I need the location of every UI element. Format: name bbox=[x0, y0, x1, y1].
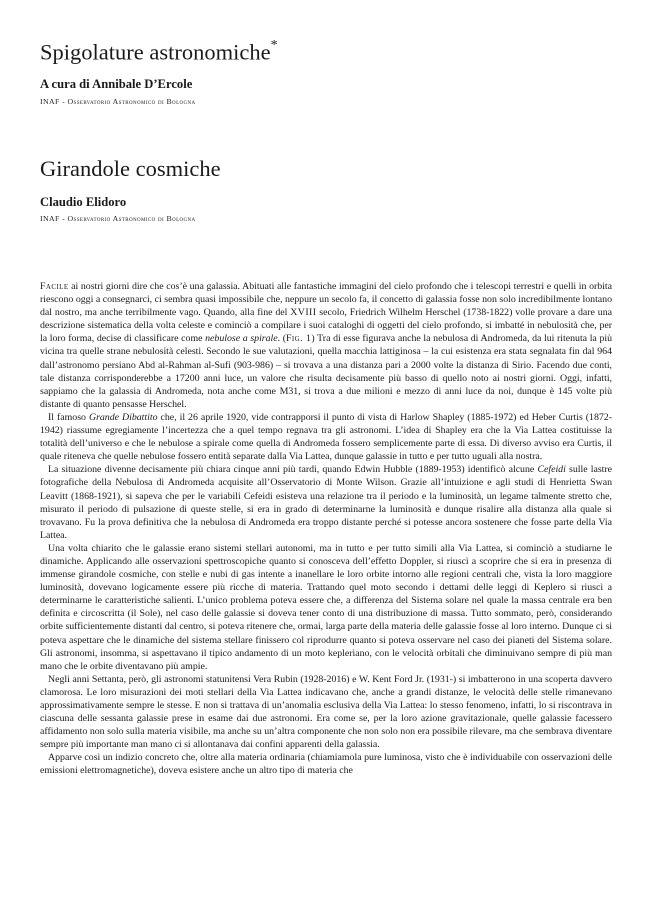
paragraph-3-text-a: La situazione divenne decisamente più chiara cinque anni più tardi, quando Edwin Hubble (1889-1953) identificò alcune bbox=[48, 464, 538, 476]
column-title-text: Spigolature astronomiche bbox=[40, 39, 271, 65]
paragraph-1-text-b: secolo, Friedrich Wilhelm Herschel (1738-1822) volle provare a dare una descrizione sistematica della volta celeste e cominciò a compilare i suoi cataloghi di oggetti del cielo profondo, si imbatté in nebulosità che, per la loro forma, decise di classificare come bbox=[40, 307, 612, 345]
curator-affiliation-text: INAF - Osservatorio Astronomico di Bologna bbox=[40, 97, 196, 106]
article-author: Claudio Elidoro bbox=[40, 195, 127, 209]
paragraph-4: Una volta chiarito che le galassie erano sistemi stellari autonomi, ma in tutto e per tutto simili alla Via Lattea, si cominciò a studiarne le dinamiche. Applicando alle osservazioni spettroscopiche quanto si conosceva dell’effetto Doppler, si riuscì a scoprire che si era in presenza di immense girandole cosmiche, con stelle e nubi di gas intente a inanellare le loro orbite intorno alle regioni centrali che, vista la loro maggiore luminosità, dovevano logicamente essere più ricche di materia. Trattando quel moto secondo i dettami delle leggi di Keplero si riuscì a determinarne le caratteristiche salienti. L’unico problema poteva essere che, a differenza del Sistema solare nel quale la massa centrale era ben definita e circoscritta (il Sole), nel caso delle galassie si doveva tener conto di una distribuzione di massa. Tutto sommato, però, considerando orbite sufficientemente distanti dal centro, si poteva ritenere che, ormai, larga parte della materia delle galassie fosse al loro interno. Dunque ci si poteva aspettare che le dinamiche del sistema stellare finissero col riprodurre quanto si poteva osservare nel caso dei pianeti del Sistema solare. Gli astronomi, insomma, si aspettavano il tipico andamento di un moto kepleriano, con le velocità orbitali che diminuivano sempre di più man mano che le orbite diventavano più ampie. bbox=[40, 542, 612, 672]
term-nebulose: nebulose a spirale bbox=[205, 333, 278, 345]
paragraph-3-text-b: sulle lastre fotografiche della Nebulosa di Andromeda acquisite all’Osservatorio di Monte Wilson. Grazie all’intuizione e agli studi di Henrietta Swan Leavitt (1868-1921), si sapeva che per le variabili Cefeidi esisteva una relazione tra il periodo e la luminosità, un legame talmente stretto che, misurato il periodo di pulsazione di queste stelle, si era in grado di determinarne la luminosità e dunque risalire alla distanza alla quale si trovavano. Fu la prova definitiva che la nebulosa di Andromeda era troppo distante perché si potesse ancora sostenere che fosse parte della Via Lattea. bbox=[40, 464, 612, 541]
title-footnote-mark: * bbox=[270, 38, 278, 53]
curator-affiliation bbox=[40, 97, 196, 107]
paragraph-3 bbox=[40, 463, 612, 542]
author-affiliation bbox=[40, 214, 196, 224]
term-grande-dibattito: Grande Dibattito bbox=[88, 411, 158, 423]
paragraph-6: Apparve così un indizio concreto che, oltre alla materia ordinaria (chiamiamola pure luminosa, visto che è individuabile con osservazioni delle emissioni elettromagnetiche), doveva esistere anche un altro tipo di materia che bbox=[40, 752, 612, 777]
column-curator: A cura di Annibale D’Ercole bbox=[40, 77, 193, 91]
paragraph-2-text-a: Il famoso bbox=[48, 411, 89, 423]
lead-word: Facile bbox=[40, 281, 69, 292]
century-numeral: XVIII bbox=[290, 307, 317, 319]
paragraph-2-text-b: che, il 26 aprile 1920, vide contrapporsi il punto di vista di Harlow Shapley (1885-1972) ed Heber Curtis (1872-1942) riassume egregiamente l’incertezza che a quel tempo regnava tra gli astronomi. L’idea di Shapley era che la Via Lattea costituisse la totalità dell’universo e che le nebulose a spirale come quella di Andromeda fossero semplicemente parte di essa. Di diverso avviso era Curtis, il quale riteneva che quelle nebulose fossero entità separate dalla Via Lattea, dunque galassie in tutto e per tutto uguali alla nostra. bbox=[40, 411, 612, 463]
paragraph-1-text-d: ) Tra di esse figurava anche la nebulosa di Andromeda, da lui ritenuta la più vicina tra quelle strane nebulosità celesti. Secondo le sue valutazioni, quella macchia lattiginosa – la cui esistenza era stata segnalata fin dal 964 dall’astronomo persiano Abd al-Rahman al-Sufi (903-986) – si trovava a una distanza pari a 2000 volte la distanza di Sirio. Facendo due conti, tale distanza corrisponderebbe a 17200 anni luce, un valore che risulta decisamente più basso di quello noto ai nostri giorni. Oggi, infatti, sappiamo che la galassia di Andromeda, nota anche come M31, si trova a due milioni e mezzo di anni luce da noi, dunque è 145 volte più distante di quanto pensasse Herschel. bbox=[40, 333, 612, 410]
paragraph-2 bbox=[40, 411, 612, 463]
paragraph-1-text-a: ai nostri giorni dire che cos’è una galassia. Abituati alle fantastiche immagini del cielo profondo che i telescopi terrestri e quelli in orbita riescono oggi a consegnarci, ci sembra quasi impossibile che, neppure un secolo fa, il concetto di galassia fosse non solo incredibilmente lontano dal nostro, ma anche terribilmente vago. Quando, alla fine del bbox=[40, 281, 612, 319]
term-cefeidi: Cefeidi bbox=[537, 464, 566, 476]
paragraph-5: Negli anni Settanta, però, gli astronomi statunitensi Vera Rubin (1928-2016) e W. Kent Ford Jr. (1931-) si imbatterono in una scoperta davvero clamorosa. Le loro misurazioni dei moti stellari della Via Lattea indicavano che, anche a grandi distanze, le velocità delle stelle rimanevano approssimativamente sempre le stesse. E non si trattava di un’anomalia esclusiva della Via Lattea: lo stesso fenomeno, infatti, lo si riscontrava in ciascuna delle sessanta galassie prese in esame dai due astronomi. Era come se, per la loro azione gravitazionale, quelle galassie facessero affidamento non solo sulla materia visibile, ma anche su un’altra componente che non solo non era possibile rilevare, ma che sembrava diventare sempre più importante man mano ci si allontanava dai confini apparenti della galassia. bbox=[40, 673, 612, 751]
paragraph-1-text-c: . ( bbox=[277, 333, 287, 345]
article-title: Girandole cosmiche bbox=[40, 156, 221, 181]
author-affiliation-text: INAF - Osservatorio Astronomico di Bologna bbox=[40, 214, 196, 223]
article-body bbox=[40, 280, 612, 910]
column-title bbox=[40, 34, 278, 67]
paragraph-1 bbox=[40, 280, 612, 411]
figure-reference: Fig. 1 bbox=[286, 333, 312, 345]
